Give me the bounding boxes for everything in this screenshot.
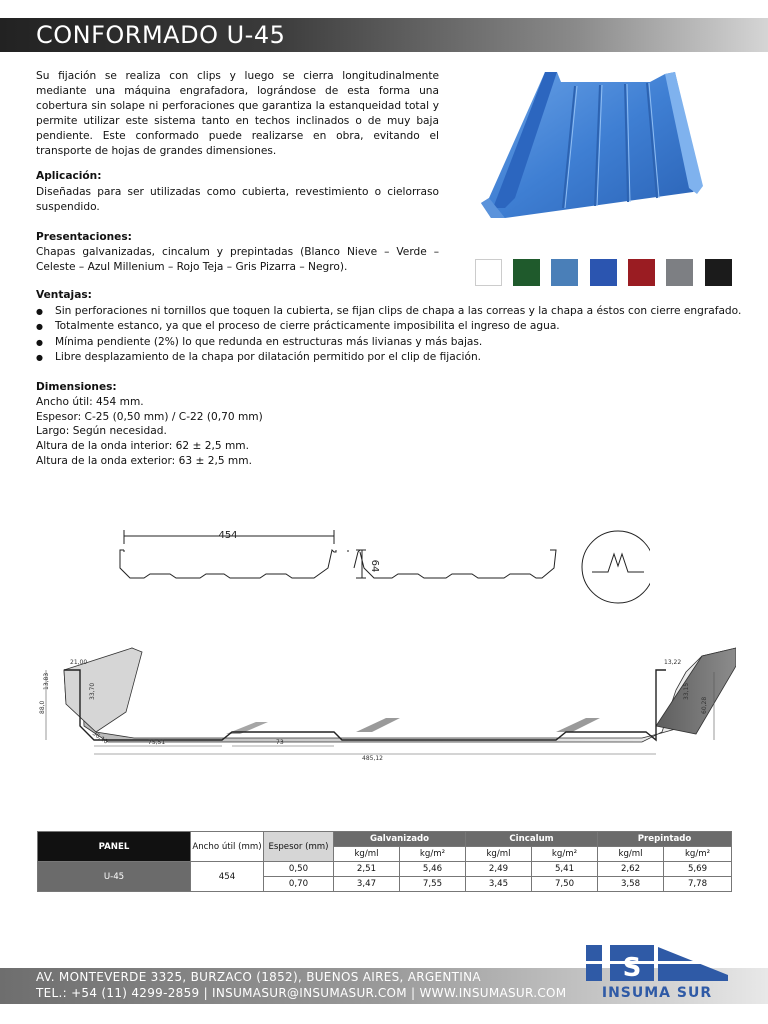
color-swatch xyxy=(666,259,693,286)
dim-label: 33,15 xyxy=(683,682,690,700)
profile-section-drawing xyxy=(110,522,650,612)
footer-address: AV. MONTEVERDE 3325, BURZACO (1852), BUENOS AIRES, ARGENTINA xyxy=(36,970,481,984)
dim-label: 485,12 xyxy=(362,755,383,762)
logo-text: INSUMA SUR xyxy=(601,985,713,1001)
spec-table xyxy=(37,831,732,892)
color-swatch xyxy=(705,259,732,286)
footer-contact[interactable]: TEL.: +54 (11) 4299-2859 | INSUMASUR@INSUMASUR.COM | WWW.INSUMASUR.COM xyxy=(36,986,567,1000)
table-cell: 5,69 xyxy=(664,862,732,877)
dim-label: 75,51 xyxy=(148,739,166,746)
table-cell: 7,55 xyxy=(400,877,466,892)
dimensiones-block xyxy=(36,380,263,469)
dim-label: 73 xyxy=(276,739,284,746)
color-swatch xyxy=(551,259,578,286)
ventajas-heading: Ventajas: xyxy=(36,289,92,301)
table-cell: 2,62 xyxy=(598,862,664,877)
panel-photo xyxy=(475,68,710,226)
dimension-line: Altura de la onda interior: 62 ± 2,5 mm. xyxy=(36,440,249,453)
color-swatch xyxy=(628,259,655,286)
list-item: ● Totalmente estanco, ya que el proceso de cierre prácticamente imposibilita el ingreso de agua. xyxy=(36,319,736,334)
dim-label: 13,22 xyxy=(664,659,682,666)
unit-header: kg/m² xyxy=(400,847,466,862)
unit-header: kg/ml xyxy=(334,847,400,862)
table-cell: 7,78 xyxy=(664,877,732,892)
dim-label: 88,0 xyxy=(39,700,46,714)
width-label: 454 xyxy=(218,530,238,541)
aplicacion-heading: Aplicación: xyxy=(36,170,102,182)
dim-label: 36,16 xyxy=(90,729,109,746)
unit-header: kg/ml xyxy=(466,847,532,862)
dimension-line: Ancho útil: 454 mm. xyxy=(36,395,144,408)
panel-header: PANEL xyxy=(38,832,191,862)
espesor-header: Espesor (mm) xyxy=(264,832,334,862)
color-swatch xyxy=(513,259,540,286)
intro-paragraph: Su fijación se realiza con clips y luego se cierra longitudinalmente mediante una máquina engrafadora, lográndose de esta forma una cobertura sin solape ni perforaciones que garantiza la estanqueidad total y permite utilizar este sistema tanto en techos inclinados o de muy baja pendiente. Este conformado puede realizarse en obra, evitando el transporte de hojas de grandes dimensiones. xyxy=(36,70,439,157)
table-cell: 5,46 xyxy=(400,862,466,877)
dim-label: 21,00 xyxy=(70,659,88,666)
table-cell: 5,41 xyxy=(532,862,598,877)
color-swatch xyxy=(475,259,502,286)
ancho-header: Ancho útil (mm) xyxy=(191,832,264,862)
page-title: CONFORMADO U-45 xyxy=(36,21,286,49)
color-swatches xyxy=(475,259,733,286)
unit-header: kg/ml xyxy=(598,847,664,862)
ancho-value: 454 xyxy=(191,862,264,892)
table-cell: 3,45 xyxy=(466,877,532,892)
logo-letter: S xyxy=(622,953,642,983)
unit-header: kg/m² xyxy=(664,847,732,862)
list-item: ● Mínima pendiente (2%) lo que redunda en estructuras más livianas y más bajas. xyxy=(36,335,736,350)
unit-header: kg/m² xyxy=(532,847,598,862)
aplicacion-text: Diseñadas para ser utilizadas como cubierta, revestimiento o cielorraso suspendido. xyxy=(36,186,439,213)
height-label: 64 xyxy=(369,559,380,573)
presentaciones-text: Chapas galvanizadas, cincalum y prepintadas (Blanco Nieve – Verde – Celeste – Azul Millenium – Rojo Teja – Gris Pizarra – Negro). xyxy=(36,246,439,273)
list-item: ● Libre desplazamiento de la chapa por dilatación permitido por el clip de fijación. xyxy=(36,350,736,365)
group-header: Galvanizado xyxy=(334,832,466,847)
dim-label: 60,28 xyxy=(701,696,708,714)
table-cell: 7,50 xyxy=(532,877,598,892)
panel-name: U-45 xyxy=(38,862,191,892)
table-cell: 2,49 xyxy=(466,862,532,877)
espesor-value: 0,70 xyxy=(264,877,334,892)
title-bar xyxy=(0,18,768,52)
dimension-line: Largo: Según necesidad. xyxy=(36,425,167,438)
list-item: ● Sin perforaciones ni tornillos que toquen la cubierta, se fijan clips de chapa a las correas y la chapa a éstos con cierre engrafado. xyxy=(36,304,736,319)
insuma-sur-logo xyxy=(582,943,732,1003)
dim-label: 13,83 xyxy=(43,672,50,690)
presentaciones-heading: Presentaciones: xyxy=(36,231,132,243)
ventajas-list xyxy=(36,304,742,365)
dimension-line: Altura de la onda exterior: 63 ± 2,5 mm. xyxy=(36,454,252,467)
dim-label: 33,70 xyxy=(89,682,96,700)
table-cell: 3,58 xyxy=(598,877,664,892)
dimensiones-heading: Dimensiones: xyxy=(36,381,117,393)
table-cell: 3,47 xyxy=(334,877,400,892)
group-header: Cincalum xyxy=(466,832,598,847)
group-header: Prepintado xyxy=(598,832,732,847)
dimension-line: Espesor: C-25 (0,50 mm) / C-22 (0,70 mm) xyxy=(36,410,263,423)
table-cell: 2,51 xyxy=(334,862,400,877)
isometric-drawing xyxy=(36,642,736,772)
espesor-value: 0,50 xyxy=(264,862,334,877)
color-swatch xyxy=(590,259,617,286)
